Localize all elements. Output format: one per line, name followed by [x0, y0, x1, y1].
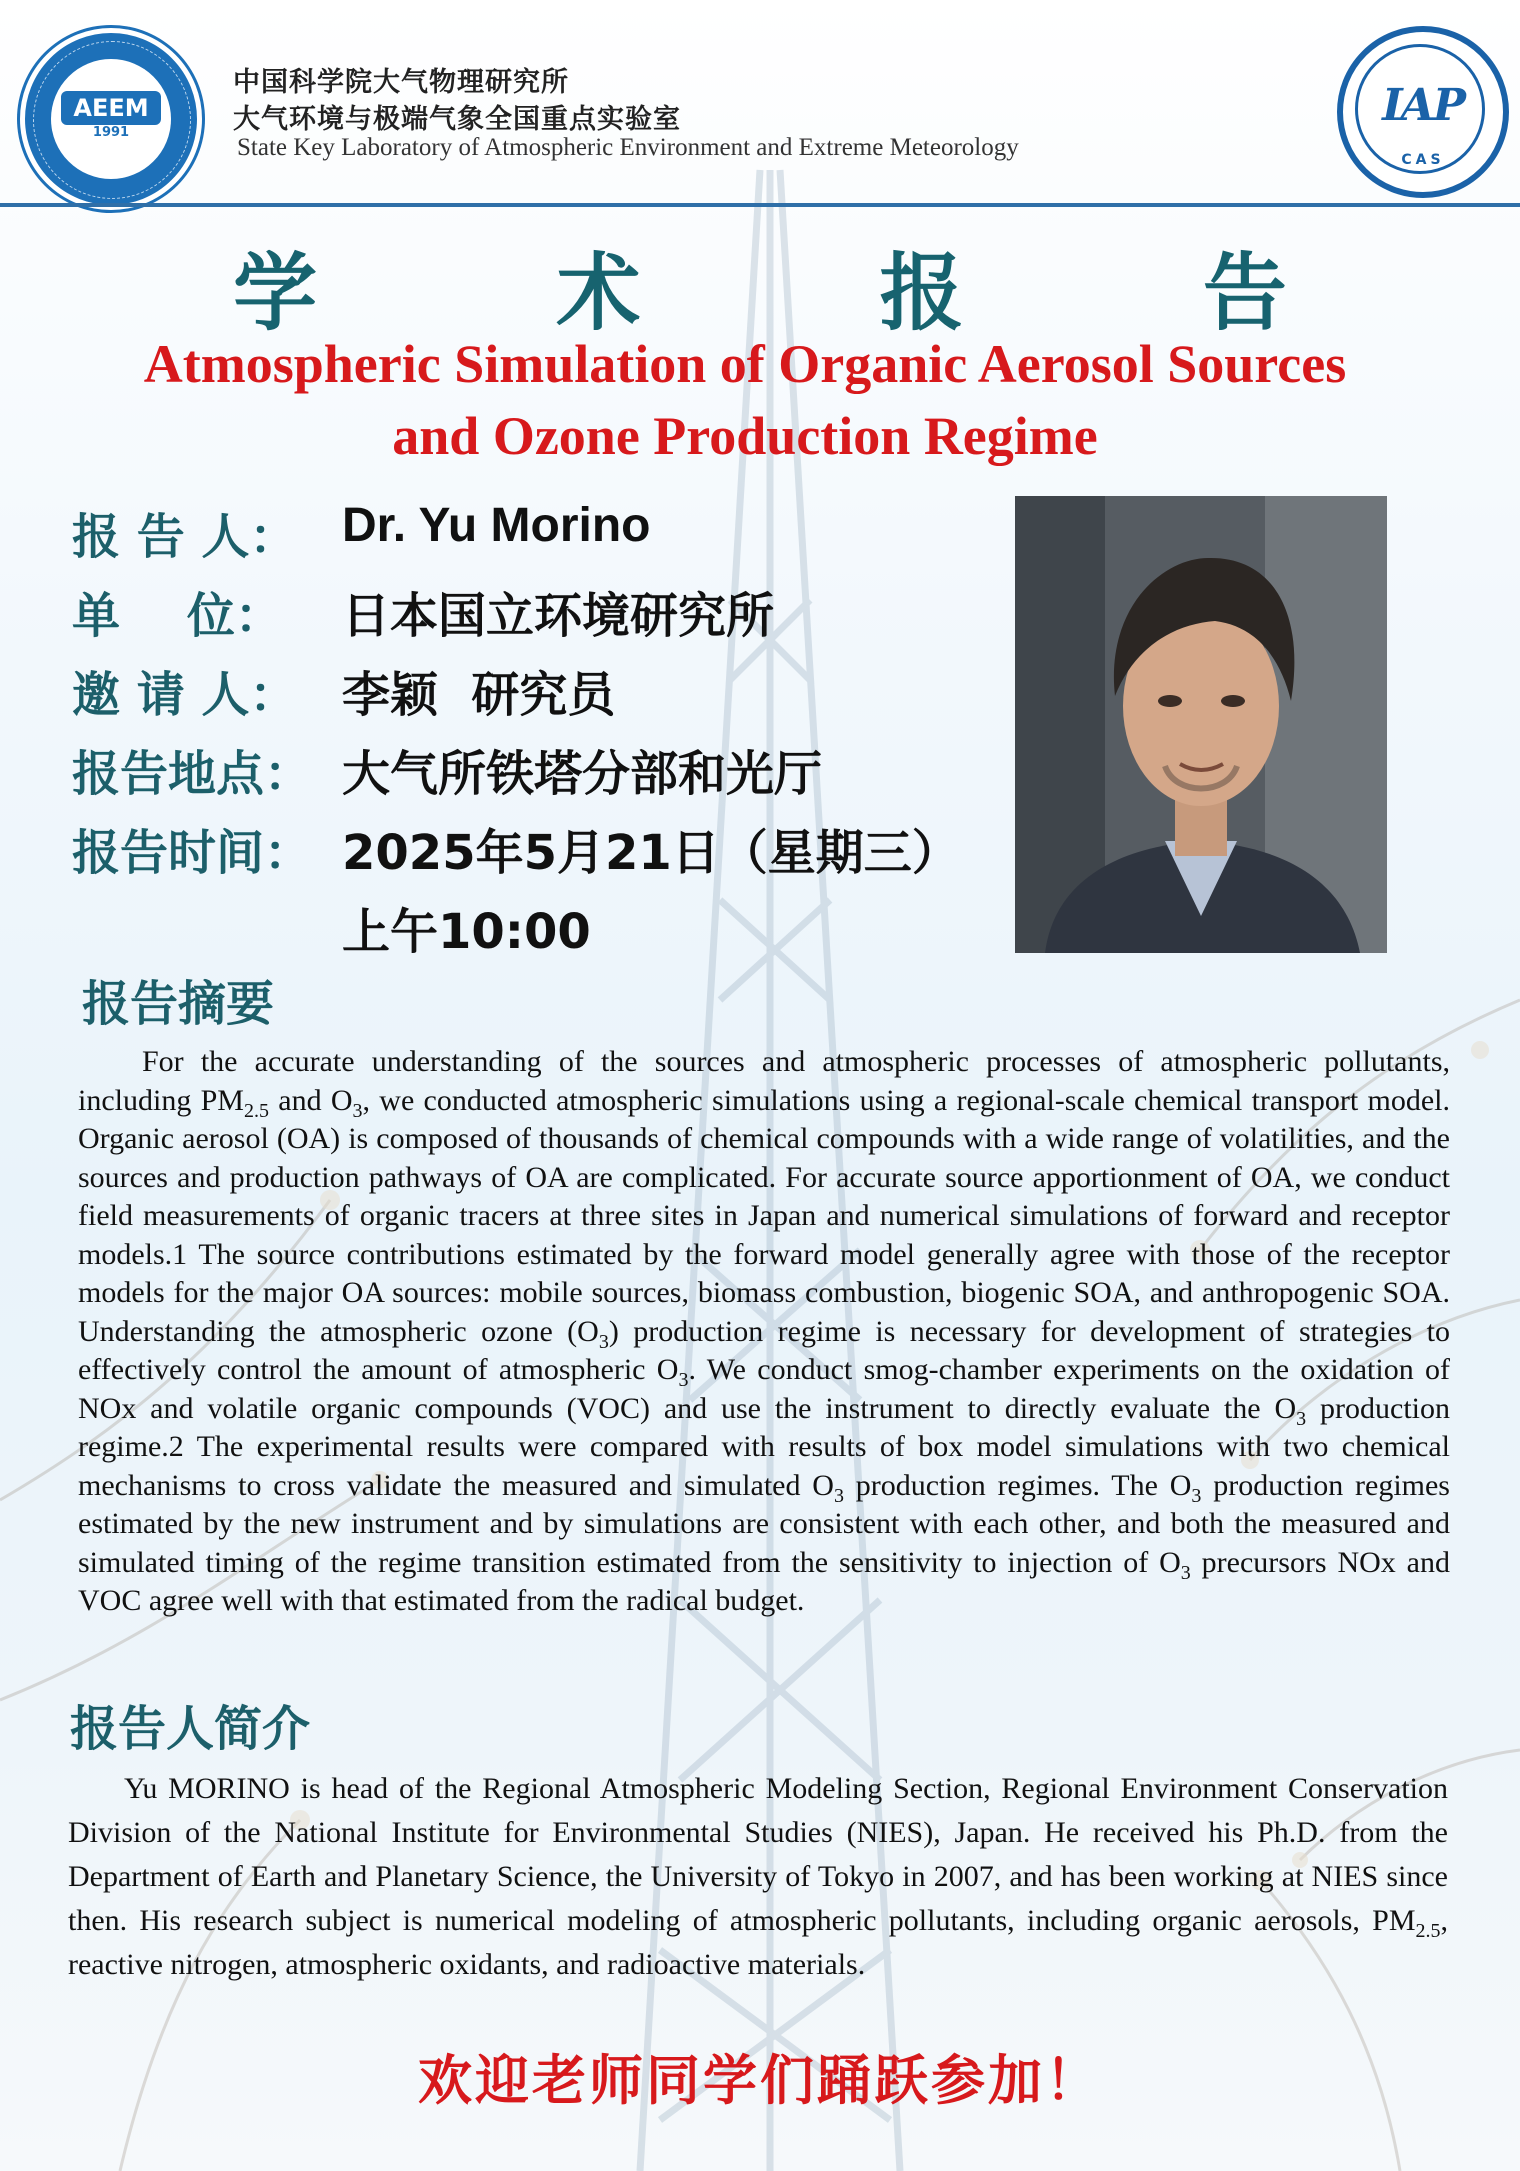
bio-part: Yu MORINO is head of the Regional Atmospheric Modeling Section, Regional Environment Conservation Division of the National Institute for Environmental Studies (NIES), Japan. He received his Ph.D. from the Department of Earth and Planetary Science, the University of Tokyo in 2007, and has been working at NIES since then. His research subject is numerical modeling of atmospheric pollutants, including organic aerosols, PM: [68, 1772, 1448, 1937]
abstract-part: , we conducted atmospheric simulations using a regional-scale chemical transport model. Organic aerosol (OA) is composed of thousands of chemical compounds with a wide range of volatilities, and the sources and production pathways of OA are complicated. For accurate source apportionment of OA, we conduct field measurements of organic tracers at three sites in Japan and numerical simulations of forward and receptor models.1 The source contributions estimated by the forward model generally agree with those of the receptor models for the major OA sources: mobile sources, biomass combustion, biogenic SOA, and anthropogenic SOA. Understanding the atmospheric ozone (O: [78, 1083, 1450, 1348]
aeem-logo-year: 1991: [92, 125, 130, 140]
page-title: 学 术 报 告: [233, 243, 1392, 342]
unit-value: 日本国立环境研究所: [342, 588, 775, 644]
talk-title-line2: and Ozone Production Regime: [392, 406, 1098, 467]
time-value-line1: 2025年5月21日（星期三）: [342, 825, 960, 881]
unit-label: 单 位：: [72, 588, 283, 644]
speaker-photo: [1015, 496, 1387, 953]
speaker-value: Dr. Yu Morino: [342, 499, 651, 552]
inviter-label: 邀 请 人：: [72, 667, 298, 723]
time-label: 报告时间：: [72, 825, 313, 881]
abstract-subscript: 3: [1191, 1484, 1202, 1507]
abstract-subscript: 2.5: [243, 1099, 269, 1122]
org-name-cn-line2: 大气环境与极端气象全国重点实验室: [233, 104, 681, 135]
abstract-text: [78, 1043, 1450, 1621]
abstract-heading: 报告摘要: [82, 976, 275, 1032]
bio-text: [68, 1767, 1448, 1987]
abstract-part: and O: [268, 1083, 353, 1117]
abstract-part: For the accurate understanding of the sources and atmospheric processes of atmospheric pollutants, including PM: [78, 1045, 1450, 1117]
iap-logo-subtext: CAS: [1401, 152, 1445, 168]
org-name-cn-line1: 中国科学院大气物理研究所: [233, 67, 569, 98]
talk-title: [0, 328, 1490, 473]
abstract-subscript: 3: [678, 1369, 689, 1391]
abstract-subscript: 3: [598, 1330, 609, 1353]
bio-part: , reactive nitrogen, atmospheric oxidants, and radioactive materials.: [68, 1904, 1448, 1981]
place-label: 报告地点：: [72, 746, 313, 802]
abstract-subscript: 3: [352, 1099, 363, 1122]
abstract-subscript: 3: [1180, 1561, 1191, 1584]
abstract-part: precursors NOx and VOC agree well with that estimated from the radical budget.: [78, 1545, 1450, 1617]
org-name-en: State Key Laboratory of Atmospheric Environment and Extreme Meteorology: [237, 134, 1019, 161]
abstract-part: production regimes. The O: [843, 1468, 1192, 1502]
inviter-value: 李颖 研究员: [342, 667, 616, 723]
iap-logo-text: IAP: [1382, 80, 1464, 131]
time-value-line2: 上午10:00: [342, 904, 591, 960]
speaker-label: 报 告 人：: [72, 509, 298, 565]
speaker-portrait-illustration: [1015, 496, 1387, 953]
header-divider: [0, 203, 1520, 207]
aeem-logo: [20, 28, 202, 210]
abstract-part: production regime.2 The experimental results were compared with results of box model simulations with two chemical mechanisms to cross validate the measured and simulated O: [78, 1391, 1450, 1502]
abstract-part: production regimes estimated by the new instrument and by simulations are consistent with each other, and both the measured and simulated timing of the regime transition estimated from the sensitivity to injection of O: [78, 1468, 1450, 1579]
abstract-subscript: 3: [1296, 1407, 1307, 1430]
bio-heading: 报告人简介: [70, 1701, 311, 1757]
abstract-part: ) production regime is necessary for development of strategies to effectively control the amount of atmospheric O: [78, 1314, 1450, 1386]
aeem-logo-text: AEEM: [61, 91, 161, 125]
place-value: 大气所铁塔分部和光厅: [342, 746, 823, 802]
abstract-subscript: 3: [833, 1484, 844, 1507]
iap-logo: [1337, 26, 1509, 198]
talk-title-line1: Atmospheric Simulation of Organic Aerosol Sources: [143, 334, 1347, 394]
abstract-part: . We conduct smog-chamber experiments on the oxidation of NOx and volatile organic compounds (VOC) and use the instrument to directly evaluate the O: [78, 1353, 1450, 1425]
welcome-message: 欢迎老师同学们踊跃参加！: [418, 2049, 1102, 2112]
bio-subscript: 2.5: [1415, 1920, 1441, 1942]
